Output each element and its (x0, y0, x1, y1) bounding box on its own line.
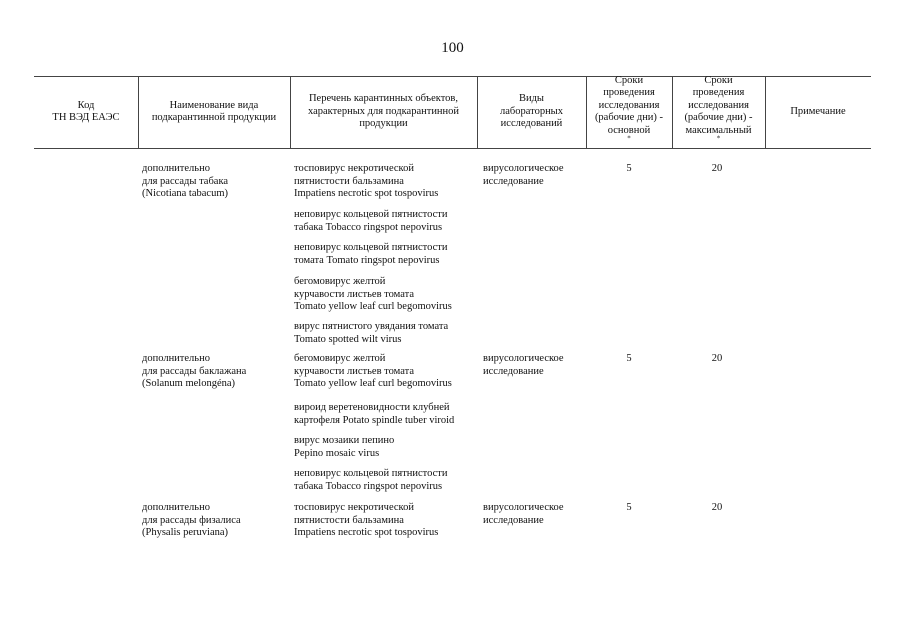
header-code: Код ТН ВЭД ЕАЭС (52, 99, 120, 123)
quarantine-object: неповирус кольцевой пятнистости томата Tomato ringspot nepovirus (294, 242, 448, 266)
quarantine-object: бегомовирус желтой курчавости листьев томата Tomato yellow leaf curl begomovirus (294, 276, 452, 312)
header-quarantine-objects: Перечень карантинных объектов, характерных для подкарантинной продукции (307, 93, 460, 130)
lab-type: вирусологическое исследование (483, 163, 564, 187)
header-product-name: Наименование вида подкарантинной продукции (151, 99, 277, 123)
header-term-basic: Сроки проведения исследования (рабочие дни) - основной * (594, 74, 664, 143)
term-basic: 5 (626, 502, 632, 513)
term-basic: 5 (626, 353, 632, 364)
term-max: 20 (711, 353, 723, 364)
quarantine-object: вирус пятнистого увядания томата Tomato spotted wilt virus (294, 321, 449, 345)
quarantine-object: вироид веретеновидности клубней картофеля Potato spindle tuber viroid (294, 402, 455, 426)
quarantine-object: тосповирус некротической пятнистости бальзамина Impatiens necrotic spot tospovirus (294, 502, 439, 538)
term-basic: 5 (626, 163, 632, 174)
lab-type: вирусологическое исследование (483, 502, 564, 526)
term-max: 20 (711, 163, 723, 174)
product-name: дополнительно для рассады баклажана (Solanum melongéna) (142, 353, 247, 389)
header-note: Примечание (790, 105, 846, 117)
quarantine-object: неповирус кольцевой пятнистости табака Tobacco ringspot nepovirus (294, 209, 448, 233)
quarantine-object: тосповирус некротической пятнистости бальзамина Impatiens necrotic spot tospovirus (294, 163, 439, 199)
quarantine-object: бегомовирус желтой курчавости листьев томата Tomato yellow leaf curl begomovirus (294, 353, 452, 389)
product-name: дополнительно для рассады табака (Nicotiana tabacum) (142, 163, 229, 199)
product-name: дополнительно для рассады физалиса (Physalis peruviana) (142, 502, 241, 538)
page-number: 100 (441, 40, 464, 56)
header-term-max: Сроки проведения исследования (рабочие дни) - максимальный * (684, 74, 753, 143)
header-lab-types: Виды лабораторных исследований (499, 93, 563, 130)
quarantine-object: неповирус кольцевой пятнистости табака Tobacco ringspot nepovirus (294, 468, 448, 492)
term-max: 20 (711, 502, 723, 513)
quarantine-object: вирус мозаики пепино Pepino mosaic virus (294, 435, 395, 459)
lab-type: вирусологическое исследование (483, 353, 564, 377)
footnote-mark: * (716, 134, 721, 143)
footnote-mark: * (627, 134, 631, 143)
